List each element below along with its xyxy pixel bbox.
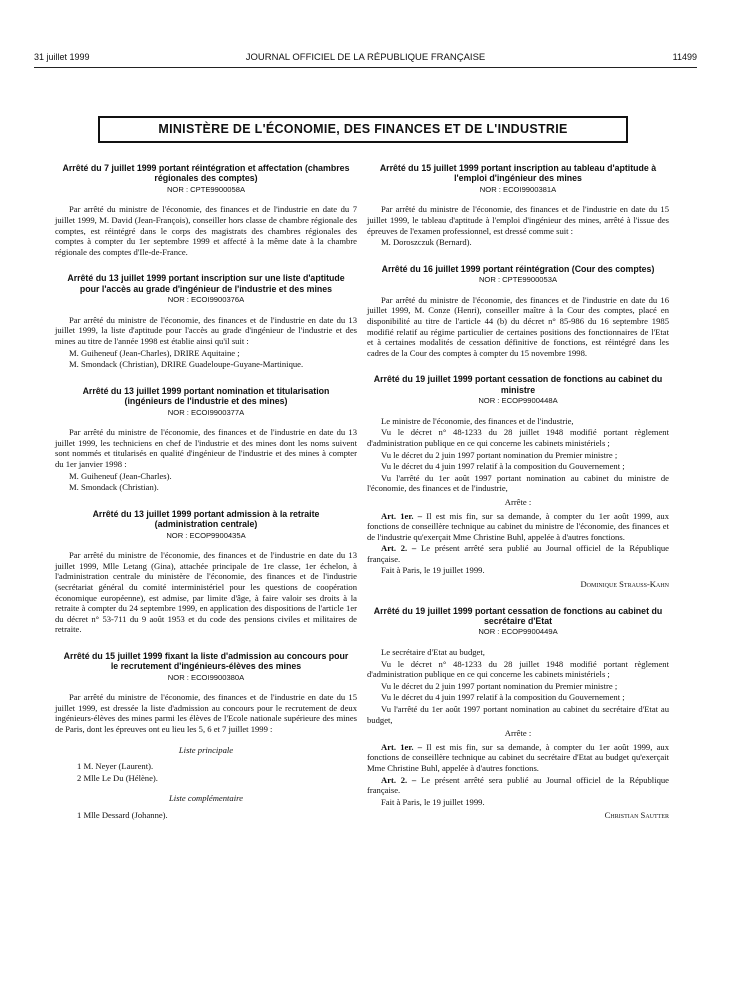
article-2 <box>367 543 669 564</box>
article-2 <box>367 775 669 796</box>
decree-paragraph: Vu le décret du 2 juin 1997 portant nomination du Premier ministre ; <box>381 449 618 460</box>
decree-paragraph: M. Guiheneuf (Jean-Charles). <box>69 470 172 481</box>
arrete-heading: Arrête : <box>504 496 532 507</box>
done-at: Fait à Paris, le 19 juillet 1999. <box>381 565 485 576</box>
decree-paragraph: Par arrêté du ministre de l'économie, des finances et de l'industrie en date du 16 juillet 1999, M. Conze (Henri), conseiller maître à la Cour des comptes, placé en disponibilité au titre de l'article 44 (b) du décret n° 85-986 du 16 septembre 1985 modifié relatif au régime particulier de certaines positions des fonctionnaires de l'Etat et à certaines modalités de cessation définitive de fonctions, est réintégré dans les cadres de la Cour des comptes à compter du 15 novembre 1998. <box>367 294 669 358</box>
decree-paragraph: Vu l'arrêté du 1er août 1997 portant nomination au cabinet du ministre de l'économie, des finances et de l'industrie, <box>367 472 669 494</box>
decree-paragraph: M. Guiheneuf (Jean-Charles), DRIRE Aquitaine ; <box>69 347 240 358</box>
decree-section <box>367 374 669 589</box>
decree-section <box>55 386 357 493</box>
decree-paragraph: Par arrêté du ministre de l'économie, des finances et de l'industrie en date du 13 juillet 1999, les techniciens en chef de l'industrie et des mines dont les noms suivent sont nommés et titularisés en qualité d'ingénieur de l'industrie et des mines à compter du 1er janvier 1998 : <box>55 427 357 469</box>
nor-reference: NOR : ECOI9900377A <box>167 407 245 417</box>
header-rule <box>34 67 697 68</box>
nor-reference: NOR : ECOI9900376A <box>167 295 245 305</box>
article-1 <box>367 742 669 774</box>
decree-title: Arrêté du 13 juillet 1999 portant inscription sur une liste d'aptitude pour l'accès au grade d'ingénieur de l'industrie et des mines <box>67 273 345 294</box>
nor-reference: NOR : ECOI9900381A <box>479 184 557 194</box>
nor-reference: NOR : CPTE9900058A <box>166 184 246 194</box>
decree-paragraph: M. Doroszczuk (Bernard). <box>381 237 472 248</box>
article-text: Le présent arrêté sera publié au Journal officiel de la République française. <box>367 543 669 564</box>
list-item: 2 Mlle Le Du (Hélène). <box>77 772 158 783</box>
decree-section <box>55 509 357 635</box>
signature: Christian Sautter <box>604 810 669 821</box>
decree-paragraph: Vu le décret du 2 juin 1997 portant nomination du Premier ministre ; <box>381 680 618 691</box>
signature: Dominique Strauss-Kahn <box>580 579 669 590</box>
decree-title: Arrêté du 15 juillet 1999 fixant la liste d'admission au concours pour le recrutement d'ingénieurs-élèves des mines <box>63 650 349 672</box>
decree-paragraph: Par arrêté du ministre de l'économie, des finances et de l'industrie en date du 15 juillet 1999, le tableau d'aptitude à l'emploi d'ingénieur des mines, arrêté à l'issue des épreuves de l'examen professionnel, est dressé comme suit : <box>367 204 669 236</box>
decree-section <box>55 273 357 369</box>
decree-title: Arrêté du 13 juillet 1999 portant admission à la retraite (administration centrale) <box>92 508 320 530</box>
decree-section <box>55 651 357 821</box>
list-item: 1 Mlle Dessard (Johanne). <box>77 810 168 821</box>
decree-section <box>55 163 357 257</box>
decree-paragraph: M. Smondack (Christian), DRIRE Guadeloupe-Guyane-Martinique. <box>69 359 304 370</box>
decree-section <box>367 606 669 821</box>
decree-title: Arrêté du 7 juillet 1999 portant réintégration et affectation (chambres régionales des comptes) <box>62 163 350 184</box>
article-label: Art. 1er. – <box>381 741 423 752</box>
decree-paragraph: Le secrétaire d'Etat au budget, <box>381 647 485 658</box>
article-label: Art. 2. – <box>381 543 417 554</box>
article-label: Art. 1er. – <box>381 510 423 521</box>
decree-paragraph: Vu le décret du 4 juin 1997 relatif à la composition du Gouvernement ; <box>381 692 625 703</box>
article-1 <box>367 511 669 543</box>
decree-paragraph: Vu le décret n° 48-1233 du 28 juillet 1948 modifié portant règlement d'administration publique en ce qui concerne les cabinets ministériels ; <box>367 427 669 448</box>
list-item: 1 M. Neyer (Laurent). <box>77 761 154 772</box>
decree-title: Arrêté du 19 juillet 1999 portant cessation de fonctions au cabinet du ministre <box>373 374 663 395</box>
decree-title: Arrêté du 16 juillet 1999 portant réintégration (Cour des comptes) <box>381 263 655 274</box>
list-heading: Liste principale <box>178 744 234 755</box>
decree-paragraph: Par arrêté du ministre de l'économie, des finances et de l'industrie en date du 13 juillet 1999, la liste d'aptitude pour l'accès au grade d'ingénieur de l'industrie et des mines au titre de l'année 1998 est établie ainsi qu'il suit : <box>55 314 357 346</box>
page-header <box>34 52 697 66</box>
decree-title: Arrêté du 15 juillet 1999 portant inscription au tableau d'aptitude à l'emploi d'ingénieur des mines <box>379 163 657 184</box>
decree-paragraph: M. Smondack (Christian). <box>69 482 159 493</box>
decree-paragraph: Le ministre de l'économie, des finances et de l'industrie, <box>381 415 574 426</box>
list-heading: Liste complémentaire <box>169 793 243 804</box>
article-text: Le présent arrêté sera publié au Journal officiel de la République française. <box>367 774 669 796</box>
decree-paragraph: Par arrêté du ministre de l'économie, des finances et de l'industrie en date du 7 juillet 1999, M. David (Jean-François), conseiller hors classe de chambre régionale des comptes, est réintégré dans le corps des magistrats des chambres régionales des comptes à compter du 1er septembre 1999 et affecté à la même date à la chambre régionale des comptes d'Ile-de-France. <box>55 204 357 257</box>
ministry-title: MINISTÈRE DE L'ÉCONOMIE, DES FINANCES ET DE L'INDUSTRIE <box>98 116 628 143</box>
decree-paragraph: Par arrêté du ministre de l'économie, des finances et de l'industrie en date du 13 juillet 1999, Mlle Letang (Gina), attachée principale de 1re classe, 1er échelon, à l'administration centrale du ministère de l'économie, des finances et de l'industrie (secrétariat général du comité interministériel pour les questions de coopération économique européenne), est admise, par limite d'âge, à faire valoir ses droits à la retraite à compter du 24 septembre 1999, en application des dispositions de l'article 1er du décret n° 53-711 du 9 août 1953 et du code des pensions civiles et militaires de retraite. <box>55 550 357 635</box>
left-column <box>55 163 357 837</box>
decree-paragraph: Vu le décret n° 48-1233 du 28 juillet 1948 modifié portant règlement d'administration publique en ce qui concerne les cabinets ministériels ; <box>367 658 669 680</box>
nor-reference: NOR : ECOP9900448A <box>478 396 558 406</box>
article-text: Il est mis fin, sur sa demande, à compter du 1er août 1999, aux fonctions de conseillère technique au cabinet du ministre de l'économie, des finances et de l'industrie qu'exerçait Mme Christine Buhl, appelée à d'autres fonctions. <box>367 510 669 542</box>
decree-section <box>367 163 669 248</box>
decree-paragraph: Vu l'arrêté du 1er août 1997 portant nomination au cabinet du secrétaire d'Etat au budget, <box>367 704 669 725</box>
decree-title: Arrêté du 19 juillet 1999 portant cessation de fonctions au cabinet du secrétaire d'Etat <box>373 605 663 627</box>
nor-reference: NOR : ECOI9900380A <box>167 672 245 682</box>
decree-title: Arrêté du 13 juillet 1999 portant nomination et titularisation (ingénieurs de l'industrie et des mines) <box>82 385 330 407</box>
nor-reference: NOR : ECOP9900449A <box>478 627 558 637</box>
nor-reference: NOR : ECOP9900435A <box>166 530 246 540</box>
arrete-heading: Arrête : <box>504 728 532 739</box>
done-at: Fait à Paris, le 19 juillet 1999. <box>381 796 485 807</box>
right-column <box>367 163 669 837</box>
header-date: 31 juillet 1999 <box>34 52 90 62</box>
header-page-number: 11499 <box>672 52 697 62</box>
header-journal-title: JOURNAL OFFICIEL DE LA RÉPUBLIQUE FRANÇAISE <box>245 52 486 63</box>
nor-reference: NOR : CPTE9900053A <box>478 275 558 285</box>
article-text: Il est mis fin, sur sa demande, à compter du 1er août 1999, aux fonctions de conseillère technique au cabinet du secrétaire d'Etat au budget qu'exerçait Mme Christine Buhl, appelée à d'autres fonctions. <box>367 741 669 773</box>
decree-paragraph: Vu le décret du 4 juin 1997 relatif à la composition du Gouvernement ; <box>381 461 625 472</box>
decree-section <box>367 264 669 359</box>
article-label: Art. 2. – <box>381 774 417 785</box>
decree-paragraph: Par arrêté du ministre de l'économie, des finances et de l'industrie en date du 15 juillet 1999, est dressée la liste d'admission au concours pour le recrutement de deux ingénieurs-élèves des mines parmi les élèves de l'Ecole nationale supérieure des mines de Paris, dont les épreuves ont eu lieu les 5, 6 et 7 juillet 1999 : <box>55 692 357 735</box>
